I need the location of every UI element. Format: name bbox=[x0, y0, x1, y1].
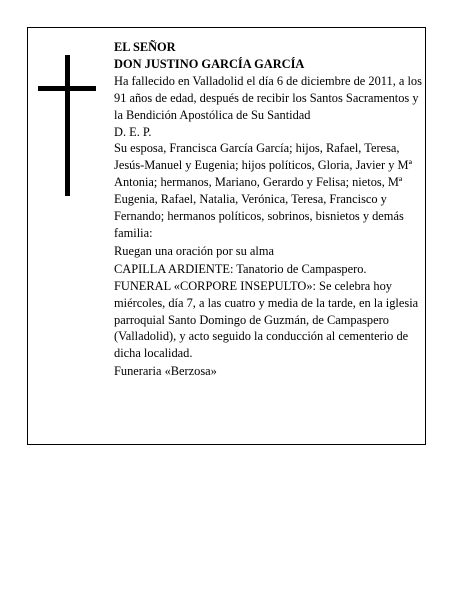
family-paragraph: Su esposa, Francisca García García; hijos, Rafael, Teresa, Jesús-Manuel y Eugenia; hijos políticos, Gloria, Javier y Mª Antonia; hermanos, Mariano, Gerardo y Felisa; nietos, Mª Eugenia, Rafael, Natalia, Verónica, Teresa, Francisco y Fernando; hermanos políticos, sobrinos, bisnietos y demás familia: bbox=[114, 141, 412, 240]
deceased-name: DON JUSTINO GARCÍA GARCÍA bbox=[114, 56, 305, 71]
chapel-line: CAPILLA ARDIENTE: Tanatorio de Campaspero. bbox=[114, 261, 367, 276]
obituary-text bbox=[114, 39, 424, 380]
cross-icon-bar bbox=[38, 86, 96, 91]
dep-line: D. E. P. bbox=[114, 124, 152, 139]
funeral-paragraph: FUNERAL «CORPORE INSEPULTO»: Se celebra hoy miércoles, día 7, a las cuatro y media de la tarde, en la iglesia parroquial Santo Domingo de Guzmán, de Campaspero (Valladolid), y acto seguido la conducción al cementerio de dicha localidad. bbox=[114, 278, 419, 361]
title-line-1: EL SEÑOR bbox=[114, 40, 176, 54]
funeral-home-line: Funeraria «Berzosa» bbox=[114, 364, 217, 379]
cross-icon bbox=[65, 55, 70, 196]
death-paragraph: Ha fallecido en Valladolid el día 6 de diciembre de 2011, a los 91 años de edad, después de recibir los Santos Sacramentos y la Bendición Apostólica de Su Santidad bbox=[114, 73, 422, 122]
prayer-line: Ruegan una oración por su alma bbox=[114, 243, 274, 258]
